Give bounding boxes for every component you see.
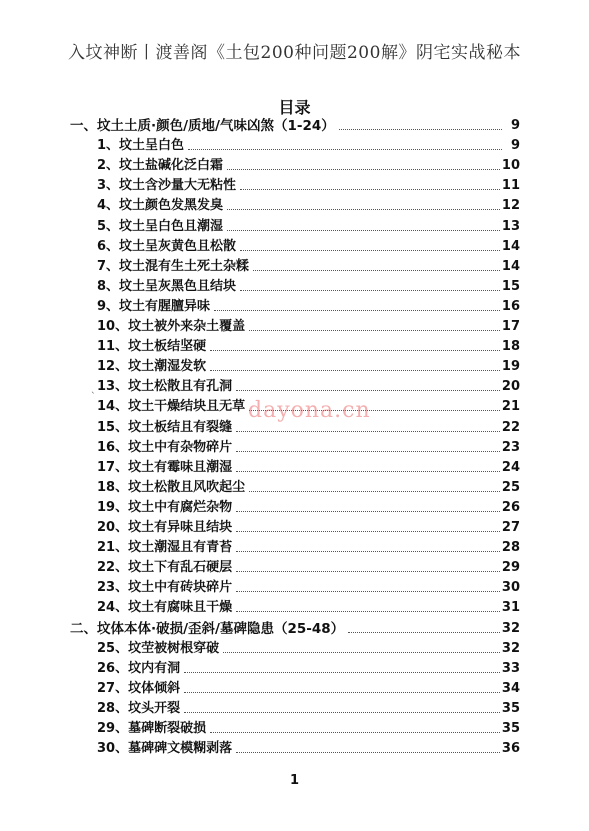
document-header: 入坟神断丨渡善阁《土包200种问题200解》阴宅实战秘本 (68, 43, 521, 63)
toc-entry-text: 24、坟土有腐味且干燥 (97, 600, 233, 616)
toc-entry-row[interactable] (97, 516, 520, 536)
toc-entry-text: 13、坟土松散且有孔洞 (97, 379, 233, 395)
toc-entry-text: 23、坟土中有砖块碎片 (97, 580, 233, 596)
dot-leader (236, 570, 500, 572)
toc-entry-text: 2、坟土盐碱化泛白霜 (97, 158, 224, 174)
toc-entry-text: 17、坟土有霉味且潮湿 (97, 459, 233, 475)
dot-leader (348, 631, 500, 633)
toc-page-number: 35 (501, 721, 520, 736)
toc-page-number: 22 (501, 419, 520, 435)
dot-leader (210, 349, 500, 351)
toc-entry-text: 5、坟土呈白色且潮湿 (97, 218, 224, 234)
toc-page-number: 26 (501, 499, 520, 515)
toc-entry-row[interactable] (97, 154, 520, 174)
toc-entry-row[interactable] (97, 134, 520, 154)
toc-entry-row[interactable] (97, 436, 520, 456)
toc-page-number: 24 (501, 459, 520, 475)
dot-leader (184, 671, 500, 673)
toc-page-number: 18 (501, 339, 520, 355)
dot-leader (227, 168, 500, 170)
toc-page-number: 36 (501, 741, 520, 757)
toc-entry-text: 1、坟土呈白色 (97, 138, 185, 154)
toc-entry-text: 14、坟土干燥结块且无草 (97, 399, 246, 415)
toc-entry-text: 28、坟头开裂 (97, 700, 181, 716)
dot-leader (240, 249, 500, 251)
toc-entry-text: 9、坟土有腥膻异味 (97, 298, 211, 314)
toc-entry-row[interactable] (97, 375, 520, 395)
toc-page-number: 11 (501, 178, 520, 194)
dot-leader (236, 550, 500, 552)
dot-leader (339, 128, 502, 130)
toc-entry-row[interactable] (97, 315, 520, 335)
dot-leader (236, 610, 500, 612)
toc-entry-row[interactable] (97, 335, 520, 355)
dot-leader (210, 369, 500, 371)
dot-leader (188, 148, 502, 150)
toc-entry-text: 一、坟土土质·颜色/质地/气味凶煞（1-24） (70, 118, 335, 134)
dot-leader (236, 450, 500, 452)
toc-section-row[interactable] (70, 114, 520, 134)
toc-entry-text: 27、坟体倾斜 (97, 680, 181, 696)
toc-entry-row[interactable] (97, 295, 520, 315)
dot-leader (184, 691, 500, 693)
toc-entry-text: 11、坟土板结坚硬 (97, 339, 207, 355)
toc-page-number: 28 (501, 540, 520, 556)
toc-page-number: 15 (501, 278, 520, 294)
toc-entry-row[interactable] (97, 255, 520, 275)
dot-leader (249, 490, 500, 492)
toc-entry-text: 26、坟内有洞 (97, 660, 181, 676)
dot-leader (236, 430, 500, 432)
dot-leader (236, 530, 500, 532)
toc-entry-text: 21、坟土潮湿且有青苔 (97, 540, 233, 556)
toc-page-number: 30 (501, 580, 520, 596)
dot-leader (236, 389, 500, 391)
dot-leader (236, 590, 500, 592)
dot-leader (184, 711, 500, 713)
toc-entry-row[interactable] (97, 536, 520, 556)
toc-page-number: 23 (501, 439, 520, 455)
toc-entry-text: 8、坟土呈灰黑色且结块 (97, 278, 237, 294)
toc-page-number: 25 (501, 479, 520, 495)
dot-leader (253, 269, 500, 271)
dot-leader (240, 188, 500, 190)
toc-page-number: 31 (501, 600, 520, 616)
toc-entry-row[interactable] (97, 476, 520, 496)
toc-page-number: 14 (501, 238, 520, 254)
toc-entry-row[interactable] (97, 657, 520, 677)
dot-leader (227, 229, 500, 231)
toc-entry-text: 15、坟土板结且有裂缝 (97, 419, 233, 435)
toc-page-number: 29 (501, 560, 520, 576)
toc-entry-text: 20、坟土有异味且结块 (97, 520, 233, 535)
toc-page-number: 32 (501, 640, 520, 656)
toc-entry-row[interactable] (97, 677, 520, 697)
toc-entry-row[interactable] (97, 596, 520, 616)
toc-entry-text: 二、坟体本体·破损/歪斜/墓碑隐患（25-48） (70, 620, 345, 637)
page-number: 1 (289, 773, 300, 788)
toc-entry-row[interactable] (97, 556, 520, 576)
toc-page-number: 13 (501, 218, 520, 234)
dot-leader (236, 470, 500, 472)
toc-entry-text: 6、坟土呈灰黄色且松散 (97, 238, 237, 254)
toc-entry-row[interactable] (97, 215, 520, 235)
toc-entry-text: 30、墓碑碑文模糊剥落 (97, 741, 233, 757)
toc-entry-row[interactable] (97, 235, 520, 255)
dot-leader (236, 751, 500, 753)
toc-entry-text: 3、坟土含沙量大无粘性 (97, 178, 237, 194)
toc-entry-text: 29、墓碑断裂破损 (97, 721, 207, 736)
toc-page-number: 35 (501, 700, 520, 716)
dot-leader (240, 289, 500, 291)
toc-section-row[interactable] (70, 617, 520, 637)
toc-page-number: 10 (501, 158, 520, 174)
toc-title: 目录 (278, 98, 311, 117)
scan-mark: ` (91, 392, 96, 402)
toc-page-number: 34 (501, 680, 520, 696)
toc-entry-row[interactable] (97, 717, 520, 737)
toc-entry-row[interactable] (97, 576, 520, 596)
toc-entry-row[interactable] (97, 194, 520, 214)
toc-page-number: 32 (501, 620, 520, 636)
toc-entry-text: 16、坟土中有杂物碎片 (97, 439, 233, 455)
toc-page-number: 9 (510, 118, 520, 133)
toc-page-number: 14 (501, 258, 520, 274)
toc-entry-row[interactable] (97, 355, 520, 375)
toc-page-number: 12 (501, 198, 520, 214)
watermark: dayona.cn (248, 398, 371, 423)
toc-page-number: 19 (501, 359, 520, 375)
toc-page-number: 27 (501, 520, 520, 535)
toc-entry-text: 10、坟土被外来杂土覆盖 (97, 319, 246, 334)
dot-leader (214, 309, 500, 311)
dot-leader (210, 731, 500, 733)
dot-leader (236, 510, 500, 512)
toc-entry-row[interactable] (97, 275, 520, 295)
toc-entry-row[interactable] (97, 637, 520, 657)
dot-leader (223, 651, 500, 653)
toc-entry-row[interactable] (97, 737, 520, 757)
toc-page-number: 17 (501, 319, 520, 334)
toc-entry-row[interactable] (97, 496, 520, 516)
toc-entry-text: 12、坟土潮湿发软 (97, 359, 207, 375)
toc-page-number: 20 (501, 379, 520, 395)
dot-leader (249, 329, 500, 331)
toc-entry-row[interactable] (97, 697, 520, 717)
toc-entry-text: 19、坟土中有腐烂杂物 (97, 499, 233, 515)
toc-entry-text: 7、坟土混有生土死土杂糅 (97, 258, 250, 274)
toc-entry-text: 18、坟土松散且风吹起尘 (97, 479, 246, 495)
toc-entry-text: 4、坟土颜色发黑发臭 (97, 198, 224, 214)
toc-entry-row[interactable] (97, 456, 520, 476)
toc-page-number: 9 (510, 138, 520, 154)
toc-entry-row[interactable] (97, 174, 520, 194)
dot-leader (227, 208, 500, 210)
toc-page-number: 21 (501, 399, 520, 415)
toc-entry-text: 25、坟茔被树根穿破 (97, 640, 220, 656)
toc-page-number: 16 (501, 298, 520, 314)
toc-entry-text: 22、坟土下有乱石硬层 (97, 560, 233, 576)
toc-page-number: 33 (501, 660, 520, 676)
